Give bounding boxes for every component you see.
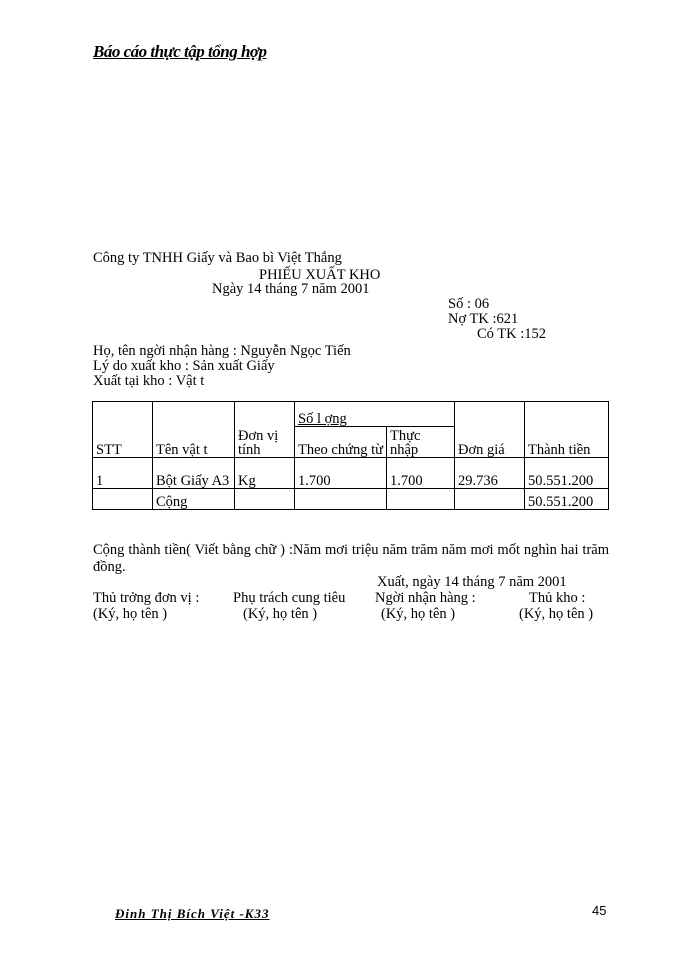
debit-account: Nợ TK :621 bbox=[448, 311, 519, 327]
recipient-line: Họ, tên ngời nhận hàng : Nguyễn Ngọc Tiến bbox=[93, 343, 351, 359]
signature-title-storekeeper: Thủ kho : bbox=[529, 590, 586, 606]
document-date: Ngày 14 tháng 7 năm 2001 bbox=[212, 281, 370, 297]
issue-table bbox=[92, 401, 609, 510]
signature-note-director: (Ký, họ tên ) bbox=[93, 606, 168, 622]
credit-account: Có TK :152 bbox=[477, 326, 547, 342]
document-title: PHIẾU XUẤT KHO bbox=[259, 267, 381, 283]
header-actual: Thực nhập bbox=[387, 427, 455, 458]
header-by-document: Theo chứng từ bbox=[295, 427, 387, 458]
cell-item-name: Bột Giấy A3 bbox=[153, 458, 235, 489]
footer-author: Đinh Thị Bích Việt -K33 bbox=[115, 906, 270, 921]
amount-in-words: Cộng thành tiền( Viết bằng chữ ) :Năm mơi triệu năm trăm năm mơi mốt nghìn hai trăm đồng. bbox=[93, 542, 609, 575]
cell-qty-document: 1.700 bbox=[295, 458, 387, 489]
cell-qty-actual: 1.700 bbox=[387, 458, 455, 489]
reason-line: Lý do xuất kho : Sản xuất Giấy bbox=[93, 358, 275, 374]
cell-stt: 1 bbox=[93, 458, 153, 489]
signature-title-receiver: Ngời nhận hàng : bbox=[375, 590, 476, 606]
cell-unit-price: 29.736 bbox=[455, 458, 525, 489]
signature-note-receiver: (Ký, họ tên ) bbox=[381, 606, 456, 622]
header-unit-price: Đơn giá bbox=[455, 402, 525, 458]
cell-unit: Kg bbox=[235, 458, 295, 489]
table-row bbox=[93, 458, 609, 489]
signature-title-supply: Phụ trách cung tiêu bbox=[233, 590, 346, 606]
warehouse-line: Xuất tại kho : Vật t bbox=[93, 373, 205, 389]
header-quantity: Số l ợng bbox=[295, 402, 455, 427]
cell-amount: 50.551.200 bbox=[525, 458, 609, 489]
header-stt: STT bbox=[93, 402, 153, 458]
voucher-number: Số : 06 bbox=[448, 296, 490, 312]
page-number: 45 bbox=[592, 903, 607, 918]
total-label: Cộng bbox=[153, 489, 235, 510]
signature-note-supply: (Ký, họ tên ) bbox=[243, 606, 318, 622]
table-total-row bbox=[93, 489, 609, 510]
sign-date: Xuất, ngày 14 tháng 7 năm 2001 bbox=[377, 574, 567, 590]
header-unit: Đơn vị tính bbox=[235, 402, 295, 458]
header-amount: Thành tiền bbox=[525, 402, 609, 458]
header-item-name: Tên vật t bbox=[153, 402, 235, 458]
company-name: Công ty TNHH Giấy và Bao bì Việt Thắng bbox=[93, 250, 342, 266]
report-header-title: Báo cáo thực tập tổng hợp bbox=[93, 42, 267, 61]
total-amount: 50.551.200 bbox=[525, 489, 609, 510]
signature-title-director: Thủ trởng đơn vị : bbox=[93, 590, 200, 606]
signature-note-storekeeper: (Ký, họ tên ) bbox=[519, 606, 594, 622]
